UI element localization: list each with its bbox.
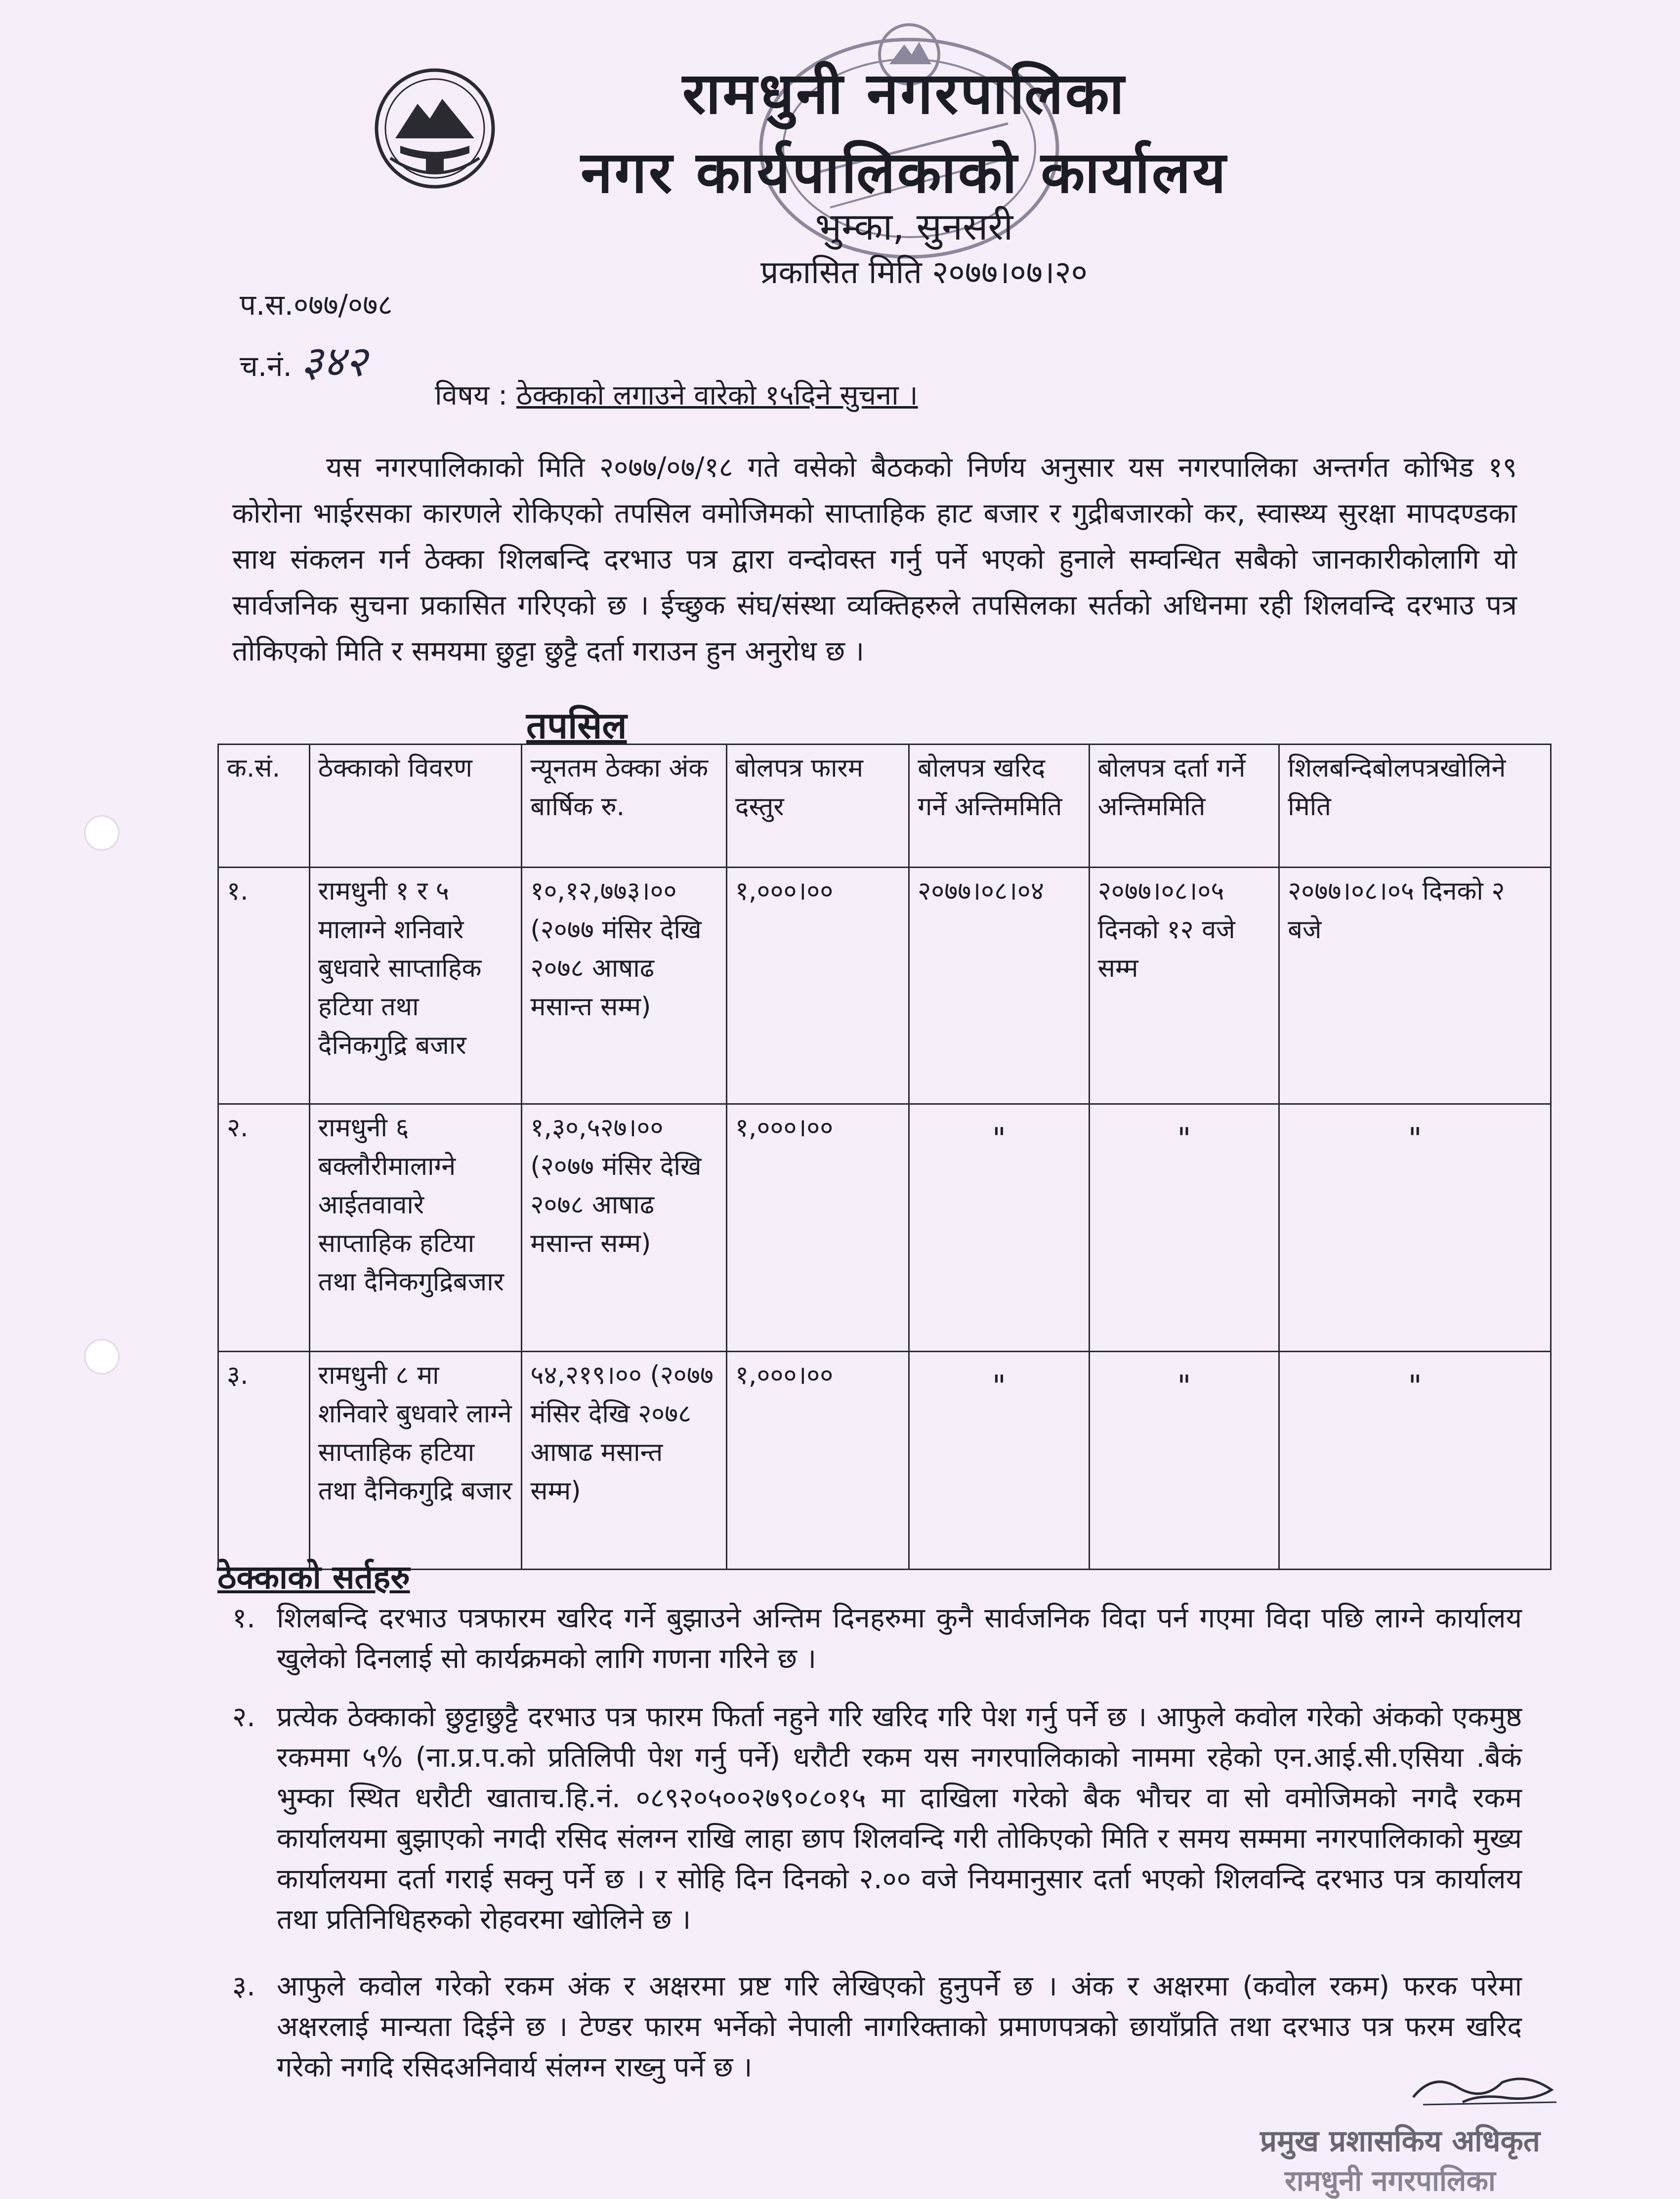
amount-value: ५४,२१९।०० bbox=[530, 1361, 642, 1390]
amount-period: (२०७७ मंसिर देखि २०७८ आषाढ मसान्त सम्म) bbox=[530, 915, 702, 1022]
punch-hole-bottom bbox=[84, 1339, 120, 1374]
amount-value: १,३०,५२७।०० bbox=[530, 1113, 664, 1143]
amount-value: १०,१२,७७३।०० bbox=[530, 876, 677, 906]
tender-table bbox=[217, 744, 1552, 1570]
cell-purchase-deadline: २०७७।०८।०४ bbox=[909, 868, 1090, 1104]
cell-amount bbox=[522, 1104, 726, 1352]
notice-body: यस नगरपालिकाको मिति २०७७/०७/१८ गते वसेको बैठकको निर्णय अनुसार यस नगरपालिका अन्तर्गत कोभिड १९ कोरोना भाईरसका कारणले रोकिएको तपसिल वमोजिमको साप्ताहिक हाट बजार र गुद्रीबजारको कर, स्वास्थ्य सुरक्षा मापदण्डका साथ संकलन गर्न ठेक्का शिलबन्दि दरभाउ पत्र द्वारा वन्दोवस्त गर्नु पर्ने भएको हुनाले सम्वन्धित सबैको जानकारीकोलागि यो सार्वजनिक सुचना प्रकासित गरिएको छ । ईच्छुक संघ/संस्था व्यक्तिहरुले तपसिलका सर्तको अधिनमा रही शिलवन्दि दरभाउ पत्र तोकिएको मिति र समयमा छुट्टा छुट्टै दर्ता गराउन हुन अनुरोध छ । bbox=[232, 452, 1517, 667]
signatory-office: रामधुनी नगरपालिका bbox=[1285, 2164, 1496, 2198]
table-row bbox=[218, 1104, 1551, 1352]
col-header-registration-deadline: बोलपत्र दर्ता गर्ने अन्तिममिति bbox=[1089, 745, 1279, 868]
subject-label: विषय : bbox=[435, 379, 508, 412]
amount-period: (२०७७ मंसिर देखि २०७८ आषाढ मसान्त सम्म) bbox=[530, 1152, 702, 1258]
cell-registration-deadline: " bbox=[1089, 1104, 1279, 1352]
conditions-title: ठेक्काको सर्तहरु bbox=[217, 1558, 410, 1596]
cell-opening-date: २०७७।०८।०५ दिनको २ बजे bbox=[1279, 868, 1551, 1104]
subject-line bbox=[435, 375, 918, 413]
cell-description: रामधुनी ८ मा शनिवारे बुधवारे लाग्ने साप्ताहिक हटिया तथा दैनिकगुद्रि बजार bbox=[309, 1352, 522, 1570]
condition-text: आफुले कवोल गरेको रकम अंक र अक्षरमा प्रष्ट गरि लेखिएको हुनुपर्ने छ । अंक र अक्षरमा (कवोल रकम) फरक परेमा अक्षरलाई मान्यता दिईने छ । टेण्डर फारम भर्नेको नेपाली नागरिक्ताको प्रमाणपत्रको छायाँप्रति तथा दरभाउ पत्र फरम खरिद गरेको नगदि रसिदअनिवार्य संलग्न राख्नु पर्ने छ । bbox=[277, 1970, 1522, 2083]
cell-sn: ३. bbox=[218, 1352, 310, 1570]
handwritten-signature bbox=[1403, 2068, 1571, 2112]
cell-amount bbox=[522, 868, 726, 1104]
cell-description: रामधुनी ६ बक्लौरीमालाग्ने आईतवावारे साप्ताहिक हटिया तथा दैनिकगुद्रिबजार bbox=[309, 1104, 522, 1352]
cell-form-fee: १,०००।०० bbox=[726, 1352, 909, 1570]
office-name: नगर कार्यपालिकाको कार्यालय bbox=[581, 139, 1228, 206]
dispatch-label: च.नं. bbox=[240, 349, 292, 383]
cell-purchase-deadline: " bbox=[909, 1352, 1090, 1570]
col-header-amount: न्यूनतम ठेक्का अंक बार्षिक रु. bbox=[522, 745, 726, 868]
table-row bbox=[218, 868, 1551, 1104]
col-header-purchase-deadline: बोलपत्र खरिद गर्ने अन्तिममिति bbox=[909, 745, 1090, 868]
municipality-name: रामधुनी नगरपालिका bbox=[682, 60, 1126, 127]
condition-item bbox=[232, 1697, 1522, 1940]
condition-item bbox=[232, 1598, 1522, 1679]
col-header-sn: क.सं. bbox=[218, 745, 310, 868]
cell-registration-deadline: " bbox=[1089, 1352, 1279, 1570]
cell-form-fee: १,०००।०० bbox=[726, 1104, 909, 1352]
amount-period: (२०७७ मंसिर देखि २०७८ आषाढ मसान्त सम्म) bbox=[530, 1361, 714, 1506]
cell-form-fee: १,०००।०० bbox=[726, 868, 909, 1104]
subject-text: ठेक्काको लगाउने वारेको १५दिने सुचना । bbox=[516, 379, 918, 412]
cell-opening-date: " bbox=[1279, 1352, 1551, 1570]
cell-description: रामधुनी १ र ५ मालाग्ने शनिवारे बुधवारे साप्ताहिक हटिया तथा दैनिकगुद्रि बजार bbox=[309, 868, 522, 1104]
condition-number: ३. bbox=[232, 1970, 255, 2002]
col-header-form-fee: बोलपत्र फारम दस्तुर bbox=[726, 745, 909, 868]
cell-sn: १. bbox=[218, 868, 310, 1104]
cell-opening-date: " bbox=[1279, 1104, 1551, 1352]
fiscal-year: प.स.०७७/०७८ bbox=[240, 288, 393, 322]
condition-number: २. bbox=[232, 1701, 255, 1733]
col-header-opening-date: शिलबन्दिबोलपत्रखोलिने मिति bbox=[1279, 745, 1551, 868]
col-header-description: ठेक्काको विवरण bbox=[309, 745, 522, 868]
signatory-title: प्रमुख प्रशासकिय अधिकृत bbox=[1260, 2124, 1540, 2158]
dispatch-ref bbox=[240, 331, 367, 389]
dispatch-number: ३४२ bbox=[300, 337, 368, 386]
cell-amount bbox=[522, 1352, 726, 1570]
table-title: तपसिल bbox=[526, 705, 627, 747]
office-address: भुम्का, सुनसरी bbox=[815, 205, 1013, 249]
cell-registration-deadline: २०७७।०८।०५ दिनको १२ वजे सम्म bbox=[1089, 868, 1279, 1104]
table-header-row bbox=[218, 745, 1551, 868]
condition-number: १. bbox=[232, 1602, 255, 1634]
cell-purchase-deadline: " bbox=[909, 1104, 1090, 1352]
punch-hole-top bbox=[84, 815, 120, 851]
condition-text: शिलबन्दि दरभाउ पत्रफारम खरिद गर्ने बुझाउने अन्तिम दिनहरुमा कुनै सार्वजनिक विदा पर्न गएमा विदा पछि लाग्ने कार्यालय खुलेको दिनलाई सो कार्यक्रमको लागि गणना गरिने छ । bbox=[277, 1602, 1522, 1675]
condition-text: प्रत्येक ठेक्काको छुट्टाछुट्टै दरभाउ पत्र फारम फिर्ता नहुने गरि खरिद गरि पेश गर्नु पर्ने छ । आफुले कवोल गरेको अंकको एकमुष्ठ रकममा ५% (ना.प्र.प.को प्रतिलिपी पेश गर्नु पर्ने) धरौटी रकम यस नगरपालिकाको नाममा रहेको एन.आई.सी.एसिया .बैकं भुम्का स्थित धरौटी खाताच.हि.नं. ०८९२०५००२७९०८०१५ मा दाखिला गरेको बैक भौचर वा सो वमोजिमको नगदै रकम कार्यालयमा बुझाएको नगदी रसिद संलग्न राखि लाहा छाप शिलवन्दि गरी तोकिएको मिति र समय सम्ममा नगरपालिकाको मुख्य कार्यालयमा दर्ता गराई सक्नु पर्ने छ । र सोहि दिन दिनको २.०० वजे नियमानुसार दर्ता भएको शिलवन्दि दरभाउ पत्र कार्यालय तथा प्रतिनिधिहरुको रोहवरमा खोलिने छ । bbox=[277, 1701, 1522, 1936]
condition-item bbox=[232, 1966, 1522, 2088]
cell-sn: २. bbox=[218, 1104, 310, 1352]
published-date: प्रकासित मिति २०७७।०७।२० bbox=[760, 254, 1088, 291]
table-row bbox=[218, 1352, 1551, 1570]
